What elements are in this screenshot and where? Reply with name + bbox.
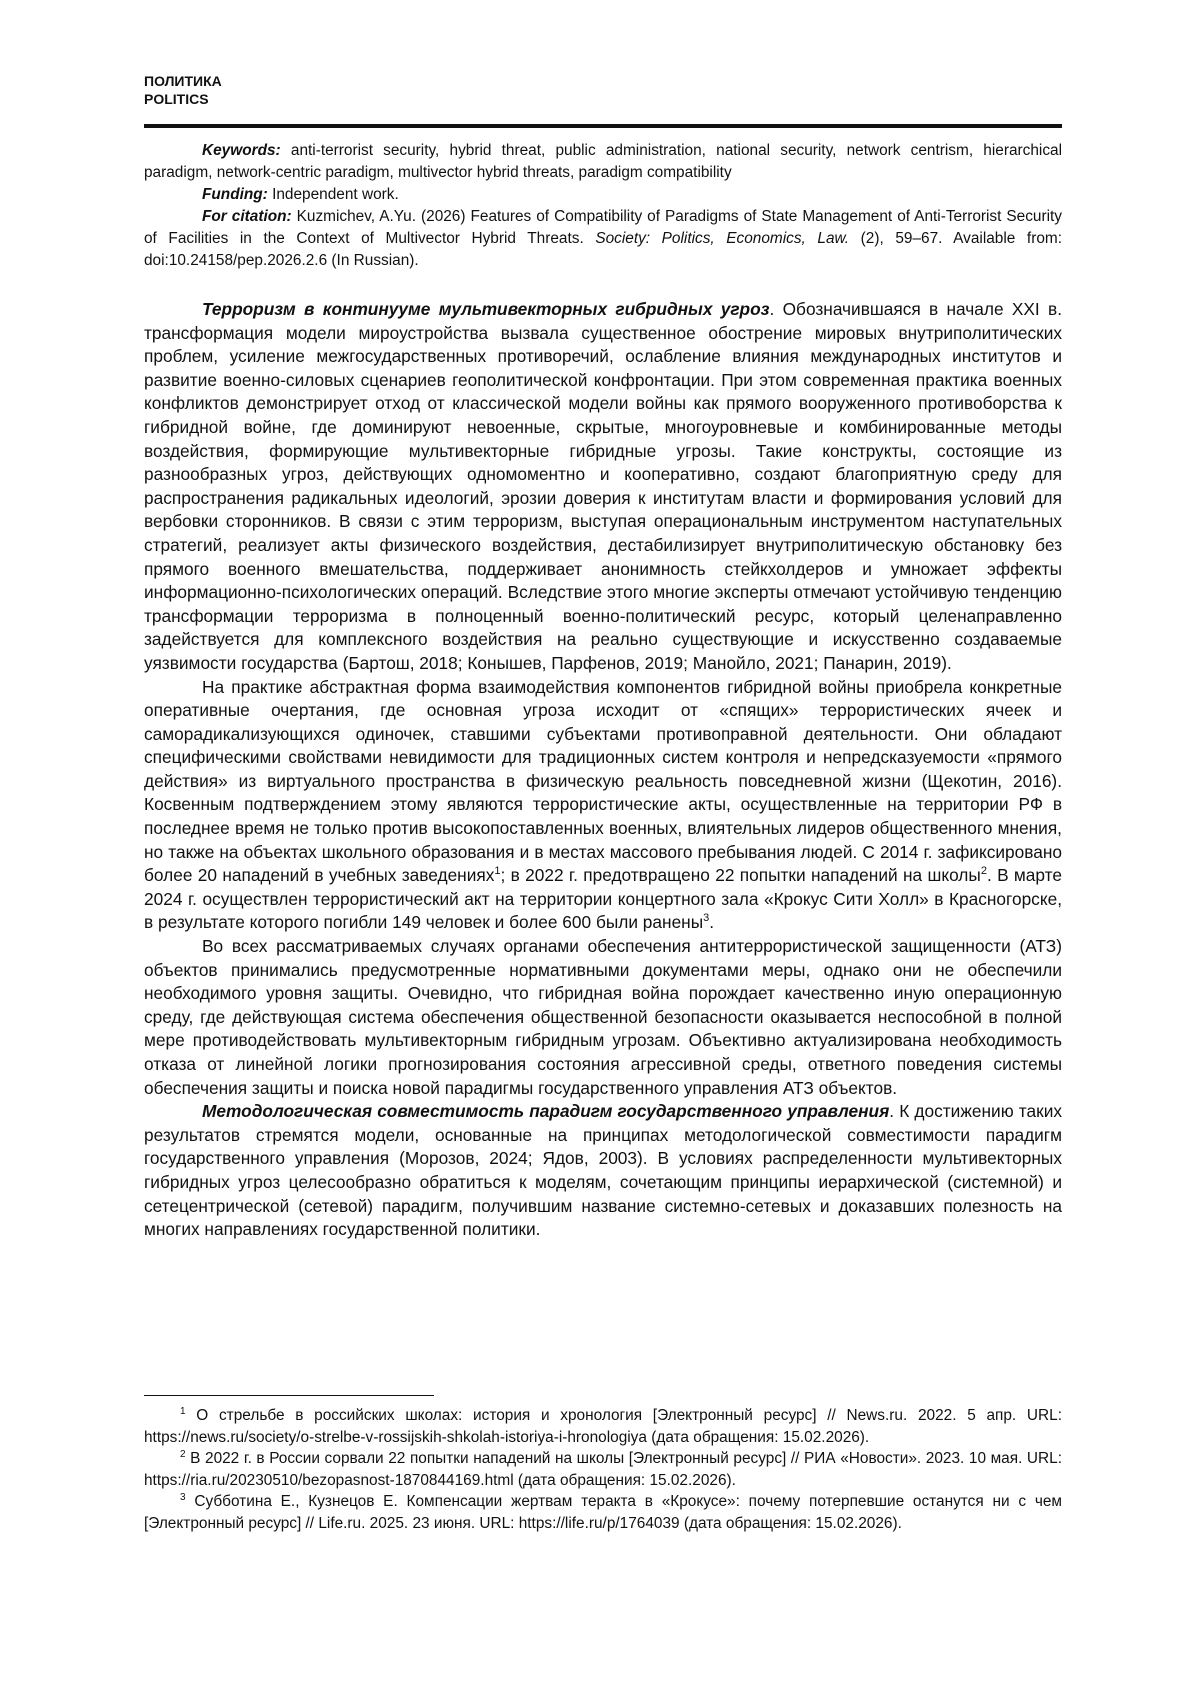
footnote [144,1491,1062,1534]
running-header [144,72,222,108]
footnote-number: 3 [180,1491,186,1503]
footnotes [144,1405,1062,1534]
paragraph [144,298,1062,676]
paragraph-text: ; в 2022 г. предотвращено 22 попытки нападений на школы [500,865,981,886]
citation-text: Kuzmichev, A.Yu. (2026) Features of Compatibility of Paradigms of State Management of Anti-Terrorist Security of Facilities in the Context of Multivector Hybrid Threats. [144,208,1063,247]
citation-journal: Society: Politics, Economics, Law. [595,230,850,247]
paragraph-text: . [709,912,715,933]
footnote-number: 1 [180,1405,186,1417]
header-rule [144,124,1062,128]
footnote-text: О стрельбе в российских школах: история и хронология [Электронный ресурс] // News.ru. 2022. 5 апр. URL: https://news.ru/society/o-strelbe-v-rossijskih-shkolah-istoriya-i-hronologiya (дата обращения: 15.02.2026). [144,1407,1062,1446]
citation-line [144,206,1062,272]
citation-label: For citation: [202,208,292,225]
funding-label: Funding: [202,186,268,203]
section-title-ru: ПОЛИТИКА [144,73,222,89]
keywords-line [144,140,1062,184]
paragraph [144,1100,1062,1242]
paragraph-text: . К достижению таких результатов стремятся модели, основанные на принципах методологической совместимости парадигм государственного управления (Морозов, 2024; Ядов, 2003). В условиях распределенности мультивекторных гибридных угроз целесообразно обратиться к моделям, сочетающим принципы иерархической (системной) и сетецентрической (сетевой) парадигм, получившим название системно-сетевых и доказавших полезность на многих направлениях государственной политики. [144,1101,1062,1240]
article-body [144,298,1062,1242]
footnote-number: 2 [180,1448,186,1460]
funding-text: Independent work. [267,186,399,203]
paragraph [144,935,1062,1100]
footnote-ref[interactable]: 3 [703,912,710,925]
paragraph [144,676,1062,936]
keywords-label: Keywords: [202,142,281,159]
section-heading: Терроризм в континууме мультивекторных гибридных угроз [202,299,770,319]
footnote [144,1405,1062,1448]
footnote-text: Субботина Е., Кузнецов Е. Компенсации жертвам теракта в «Крокусе»: почему потерпевшие останутся ни с чем [Электронный ресурс] // Life.ru. 2025. 23 июня. URL: https://life.ru/p/1764039 (дата обращения: 15.02.2026). [144,1493,1062,1532]
paragraph-text: . В марте 2024 г. осуществлен террористический акт на территории концертного зала «Крокус Сити Холл» в Красногорске, в результате которого погибли 149 человек и более 600 были ранены [144,865,1062,933]
paragraph-text: . Обозначившаяся в начале XXI в. трансформация модели мироустройства вызвала существенное обострение мировых внутриполитических проблем, усиление межгосударственных противоречий, ослабление влияния международных институтов и развитие военно-силовых сценариев геополитической конфронтации. При этом современная практика военных конфликтов демонстрирует отход от классической модели войны как прямого вооруженного противоборства к гибридной войне, где доминируют невоенные, скрытые, многоуровневые и комбинированные методы воздействия, формирующие мультивекторные гибридные угрозы. Такие конструкты, состоящие из разнообразных угроз, действующих одномоментно и кооперативно, создают благоприятную среду для распространения радикальных идеологий, эрозии доверия к институтам власти и формирования условий для вербовки сторонников. В связи с этим терроризм, выступая операциональным инструментом наступательных стратегий, реализует акты физического воздействия, дестабилизирует внутриполитическую обстановку без прямого военного вмешательства, поддерживает анонимность стейкхолдеров и умножает эффекты информационно-психологических операций. Вследствие этого многие эксперты отмечают устойчивую тенденцию трансформации терроризма в полноценный военно-политический ресурс, который целенаправленно задействуется для комплексного воздействия на реально существующие и искусственно создаваемые уязвимости государства (Бартош, 2018; Конышев, Парфенов, 2019; Манойло, 2021; Панарин, 2019). [144,299,1063,673]
footnote-text: В 2022 г. в России сорвали 22 попытки нападений на школы [Электронный ресурс] // РИА «Новости». 2023. 10 мая. URL: https://ria.ru/20230510/bezopasnost-1870844169.html (дата обращения: 15.02.2026). [144,1450,1062,1489]
paragraph-text: Во всех рассматриваемых случаях органами обеспечения антитеррористической защищенности (АТЗ) объектов принимались предусмотренные нормативными документами меры, однако они не обеспечили необходимого уровня защиты. Очевидно, что гибридная война порождает качественно иную операционную среду, где действующая система обеспечения общественной безопасности оказывается неспособной в полной мере противодействовать мультивекторным гибридным угрозам. Объективно актуализирована необходимость отказа от линейной логики прогнозирования состояния агрессивной среды, ответного поведения системы обеспечения защиты и поиска новой парадигмы государственного управления АТЗ объектов. [144,936,1062,1098]
footnote-ref[interactable]: 1 [494,865,501,878]
paragraph-text: На практике абстрактная форма взаимодействия компонентов гибридной войны приобрела конкретные оперативные очертания, где основная угроза исходит от «спящих» террористических ячеек и саморадикализующихся одиночек, ставшими субъектами противоправной деятельности. Они обладают специфическими свойствами невидимости для традиционных систем контроля и непредсказуемости «прямого действия» из виртуального пространства в физическую реальность повседневной жизни (Щекотин, 2016). Косвенным подтверждением этому являются террористические акты, осуществленные на территории РФ в последнее время не только против высокопоставленных военных, влиятельных лидеров общественного мнения, но также на объектах школьного образования и в местах массового пребывания людей. С 2014 г. зафиксировано более 20 нападений в учебных заведениях [144,676,1062,886]
keywords-text: anti-terrorist security, hybrid threat, public administration, national security, network centrism, hierarchical paradigm, network-centric paradigm, multivector hybrid threats, paradigm compatibility [144,142,1062,181]
section-title-en: POLITICS [144,91,209,107]
citation-details: (2), 59–67. Available from: doi:10.24158/pep.2026.2.6 (In Russian). [144,230,1062,269]
funding-line [144,184,1062,206]
footnote-ref[interactable]: 2 [980,865,987,878]
article-metadata [144,140,1062,272]
footnote-rule [144,1395,434,1396]
footnote [144,1448,1062,1491]
section-heading: Методологическая совместимость парадигм государственного управления [202,1101,890,1122]
